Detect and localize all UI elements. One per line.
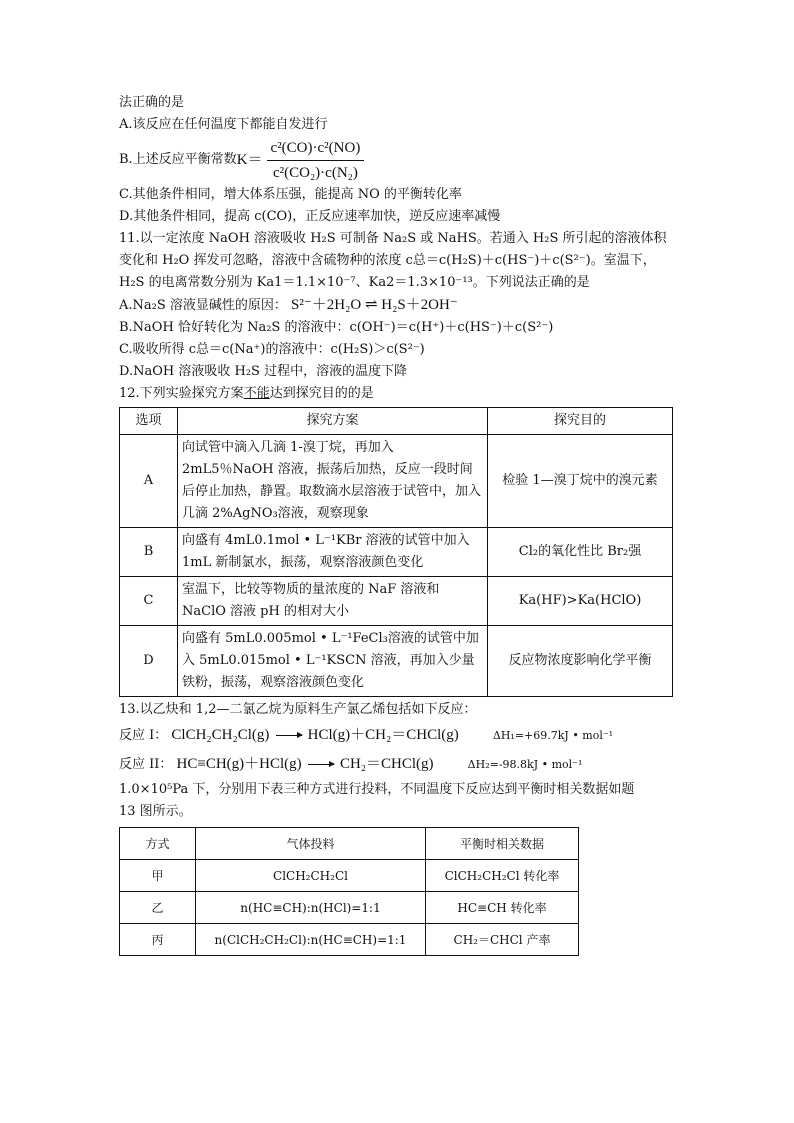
q13-reaction-2-products: CH₂＝CHCl(g)	[339, 756, 434, 772]
q10-k-symbol: K＝	[236, 152, 263, 168]
q12-row-option: D	[120, 626, 178, 697]
q13-reaction-2-label: 反应 II：	[119, 757, 173, 772]
q12-row-option: A	[120, 435, 178, 528]
table-row	[120, 860, 579, 892]
q13-row-data: ClCH₂CH₂Cl 转化率	[426, 860, 579, 892]
q12-header-option: 选项	[120, 408, 178, 435]
q11-option-a-equation: S²⁻＋2H₂O ⇌ H₂S＋2OH⁻	[291, 297, 458, 313]
q11-stem-line-1: 11.以一定浓度 NaOH 溶液吸收 H₂S 可制备 Na₂S 或 NaHS。若通入 H₂S 所引起的溶液体积	[119, 231, 667, 246]
q13-header-data: 平衡时相关数据	[426, 828, 579, 860]
q13-row-data: CH₂＝CHCl 产率	[426, 924, 579, 956]
table-row	[120, 577, 673, 626]
q13-reaction-2-reactants: HC≡CH(g)＋HCl(g)	[176, 756, 302, 772]
q13-condition-line-1: 1.0×10⁵Pa 下，分别用下表三种方式进行投料，不同温度下反应达到平衡时相关数据如题	[119, 782, 635, 797]
q12-row-plan: 室温下，比较等物质的量浓度的 NaF 溶液和 NaClO 溶液 pH 的相对大小	[178, 577, 488, 626]
q10-option-b	[119, 136, 679, 184]
q12-row-goal: Cl₂的氧化性比 Br₂强	[488, 528, 673, 577]
q13-reaction-2	[119, 750, 679, 779]
q13-condition-line-2: 13 图所示。	[119, 804, 192, 819]
q13-reaction-1	[119, 721, 679, 750]
q13-table-header	[120, 828, 579, 860]
q10-option-d: D.其他条件相同，提高 c(CO)，正反应速率加快，逆反应速率减慢	[119, 209, 501, 224]
q11-option-c: C.吸收所得 c总＝c(Na⁺)的溶液中：c(H₂S)＞c(S²⁻)	[119, 342, 425, 357]
q12-stem-emphasis: 不能	[243, 386, 270, 401]
q12-row-plan: 向盛有 4mL0.1mol • L⁻¹KBr 溶液的试管中加入 1mL 新制氯水，振荡，观察溶液颜色变化	[178, 528, 488, 577]
q13-reaction-2-enthalpy: ΔH₂=-98.8kJ • mol⁻¹	[467, 758, 583, 771]
q10-k-fraction	[267, 137, 365, 184]
q12-table	[119, 407, 673, 697]
q11-option-b: B.NaOH 恰好转化为 Na₂S 的溶液中：c(OH⁻)＝c(H⁺)＋c(HS⁻)＋c(S²⁻)	[119, 320, 554, 335]
q13-row-feed: ClCH₂CH₂Cl	[196, 860, 426, 892]
q13-row-mode: 丙	[120, 924, 196, 956]
q13-row-feed: n(HC≡CH):n(HCl)=1:1	[196, 892, 426, 924]
q12-row-goal: 反应物浓度影响化学平衡	[488, 626, 673, 697]
q13-reaction-1-label: 反应 I：	[119, 728, 168, 743]
q12-row-option: B	[120, 528, 178, 577]
q11-option-d: D.NaOH 溶液吸收 H₂S 过程中，溶液的温度下降	[119, 364, 408, 379]
exam-page	[119, 92, 679, 956]
q13-header-mode: 方式	[120, 828, 196, 860]
q13-row-mode: 甲	[120, 860, 196, 892]
q11-stem-line-2: 变化和 H₂O 挥发可忽略，溶液中含硫物种的浓度 c总＝c(H₂S)＋c(HS⁻)＋c(S²⁻)。室温下，	[119, 253, 656, 268]
q12-header-plan: 探究方案	[178, 408, 488, 435]
q10-k-numerator: c²(CO)·c²(NO)	[267, 137, 365, 161]
table-row	[120, 626, 673, 697]
q13-stem: 13.以乙炔和 1,2—二氯乙烷为原料生产氯乙烯包括如下反应：	[119, 702, 477, 717]
q12-row-plan: 向试管中滴入几滴 1-溴丁烷，再加入 2mL5％NaOH 溶液，振荡后加热，反应一段时间后停止加热，静置。取数滴水层溶液于试管中，加入几滴 2%AgNO₃溶液，观察现象	[178, 435, 488, 528]
q12-stem	[119, 383, 679, 405]
q11-option-a-prefix: A.Na₂S 溶液显碱性的原因：	[119, 298, 287, 313]
q12-row-goal: 检验 1—溴丁烷中的溴元素	[488, 435, 673, 528]
q10-option-a: A.该反应在任何温度下都能自发进行	[119, 117, 328, 132]
q13-row-data: HC≡CH 转化率	[426, 892, 579, 924]
q13-row-mode: 乙	[120, 892, 196, 924]
q13-row-feed: n(ClCH₂CH₂Cl):n(HC≡CH)=1:1	[196, 924, 426, 956]
q10-stem-tail: 法正确的是	[119, 95, 185, 110]
q12-row-plan: 向盛有 5mL0.005mol • L⁻¹FeCl₃溶液的试管中加入 5mL0.015mol • L⁻¹KSCN 溶液，再加入少量铁粉，振荡，观察溶液颜色变化	[178, 626, 488, 697]
table-row	[120, 924, 579, 956]
q12-row-option: C	[120, 577, 178, 626]
q13-table	[119, 827, 579, 956]
q11-stem-line-3: H₂S 的电离常数分别为 Ka1＝1.1×10⁻⁷、Ka2＝1.3×10⁻¹³。下列说法正确的是	[119, 275, 590, 290]
q10-k-denominator: c²(CO₂)·c(N₂)	[272, 164, 358, 181]
reaction-arrow-icon	[276, 735, 302, 736]
table-row	[120, 435, 673, 528]
table-row	[120, 528, 673, 577]
q13-reaction-1-reactants: ClCH₂CH₂Cl(g)	[171, 727, 270, 743]
q11-option-a	[119, 294, 679, 317]
q10-option-c: C.其他条件相同，增大体系压强，能提高 NO 的平衡转化率	[119, 187, 462, 202]
q12-stem-part-2: 达到探究目的的是	[269, 386, 374, 401]
q12-header-goal: 探究目的	[488, 408, 673, 435]
q12-row-goal: Ka(HF)>Ka(HClO)	[488, 577, 673, 626]
q13-header-feed: 气体投料	[196, 828, 426, 860]
table-row	[120, 892, 579, 924]
q13-reaction-1-enthalpy: ΔH₁=+69.7kJ • mol⁻¹	[492, 729, 614, 742]
q13-reaction-1-products: HCl(g)＋CH₂＝CHCl(g)	[307, 727, 459, 743]
q12-stem-part-1: 12.下列实验探究方案	[119, 386, 244, 401]
q12-table-header	[120, 408, 673, 435]
reaction-arrow-icon	[308, 764, 334, 765]
q10-option-b-prefix: B.上述反应平衡常数	[119, 152, 237, 167]
